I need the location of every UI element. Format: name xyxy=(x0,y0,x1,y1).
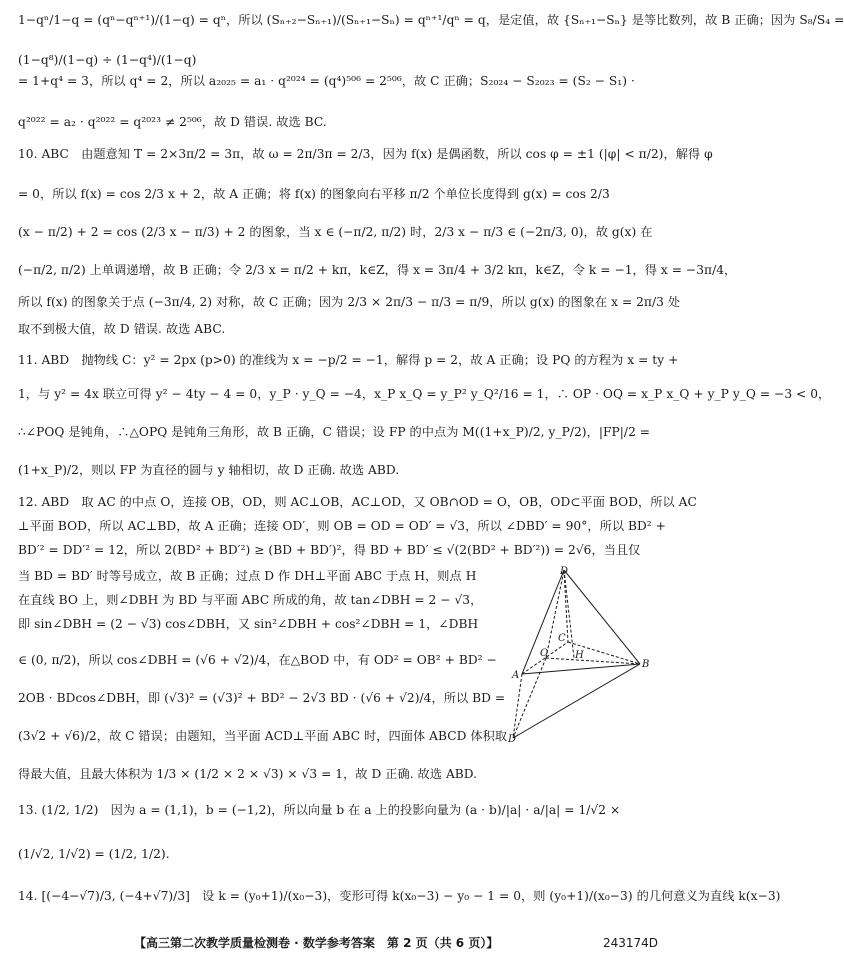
text-line: (−π/2, π/2) 上单调递增，故 B 正确；令 2/3 x = π/2 + kπ，k∈Z，得 x = 3π/4 + 3/2 kπ，k∈Z，令 k = −1，得 x = −3π/4， xyxy=(18,263,737,277)
edge-BD2 xyxy=(513,664,640,738)
text-line: (x − π/2) + 2 = cos (2/3 x − π/3) + 2 的图象，当 x ∈ (−π/2, π/2) 时，2/3 x − π/3 ∈ (−2π/3, 0)，故 g(x) 在 xyxy=(18,225,653,239)
text-line: ∈ (0, π/2)，所以 cos∠DBH = (√6 + √2)/4，在△BOD 中，有 OD² = OB² + BD² − xyxy=(18,653,497,667)
text-line: 14. [(−4−√7)/3, (−4+√7)/3] 设 k = (y₀+1)/(x₀−3)，变形可得 k(x₀−3) − y₀ − 1 = 0，则 (y₀+1)/(x₀−3) 的几何意义为直线 k(x−3) xyxy=(18,889,781,903)
text-line: (3√2 + √6)/2，故 C 错误；由题知，当平面 ACD⊥平面 ABC 时，四面体 ABCD 体积取 xyxy=(18,729,508,743)
text-line: 取不到极大值，故 D 错误. 故选 ABC. xyxy=(18,322,226,336)
text-line: 当 BD = BD′ 时等号成立，故 B 正确；过点 D 作 DH⊥平面 ABC 于点 H，则点 H xyxy=(18,569,477,583)
edge-DH xyxy=(564,570,574,658)
text-line: 1，与 y² = 4x 联立可得 y² − 4ty − 4 = 0，y_P · y_Q = −4，x_P x_Q = y_P² y_Q²/16 = 1，∴ OP · OQ = x_P x_Q + y_P y_Q = −3 < 0， xyxy=(18,387,831,401)
text-line: ⊥平面 BOD，所以 AC⊥BD，故 A 正确；连接 OD′，则 OB = OD = OD′ = √3，所以 ∠DBD′ = 90°，所以 BD² + xyxy=(18,519,666,533)
text-line: BD′² = DD′² = 12，所以 2(BD² + BD′²) ≥ (BD + BD′)²，得 BD + BD′ ≤ √(2(BD² + BD′²)) = 2√6，当且仅 xyxy=(18,543,641,557)
footer-code: 243174D xyxy=(602,936,658,950)
label-D-prime: D′ xyxy=(508,734,519,745)
label-H: H xyxy=(575,650,584,661)
text-line: 11. ABD 抛物线 C：y² = 2px (p>0) 的准线为 x = −p/2 = −1，解得 p = 2，故 A 正确；设 PQ 的方程为 x = ty + xyxy=(18,353,679,367)
text-line: (1−q⁸)/(1−q) ÷ (1−q⁴)/(1−q) xyxy=(18,53,197,67)
text-line: 即 sin∠DBH = (2 − √3) cos∠DBH，又 sin²∠DBH + cos²∠DBH = 1，∠DBH xyxy=(18,617,479,631)
text-line: 12. ABD 取 AC 的中点 O，连接 OB，OD，则 AC⊥OB，AC⊥OD，又 OB∩OD = O，OB，OD⊂平面 BOD，所以 AC xyxy=(18,495,697,509)
text-line: q²⁰²² = a₂ · q²⁰²² = q²⁰²³ ≠ 2⁵⁰⁶，故 D 错误. 故选 BC. xyxy=(18,115,327,129)
text-line: 所以 f(x) 的图象关于点 (−3π/4, 2) 对称，故 C 正确；因为 2/3 × 2π/3 − π/3 = π/9，所以 g(x) 的图象在 x = 2π/3 处 xyxy=(18,295,681,309)
text-line: = 0，所以 f(x) = cos 2/3 x + 2，故 A 正确；将 f(x) 的图象向右平移 π/2 个单位长度得到 g(x) = cos 2/3 xyxy=(18,187,610,201)
edge-DC xyxy=(564,570,568,642)
label-O: O xyxy=(540,648,549,659)
text-line: ∴∠POQ 是钝角，∴△OPQ 是钝角三角形，故 B 正确，C 错误；设 FP 的中点为 M((1+x_P)/2, y_P/2)，|FP|/2 = xyxy=(18,425,651,439)
label-B: B xyxy=(642,659,650,670)
text-line: (1+x_P)/2，则以 FP 为直径的圆与 y 轴相切，故 D 正确. 故选 ABD. xyxy=(18,463,400,477)
label-A: A xyxy=(512,670,520,681)
text-line: 得最大值，且最大体积为 1/3 × (1/2 × 2 × √3) × √3 = 1，故 D 正确. 故选 ABD. xyxy=(18,767,478,781)
footer-title: 【高三第二次教学质量检测卷 · 数学参考答案 第 2 页（共 6 页）】 xyxy=(134,936,499,950)
text-line: 2OB · BDcos∠DBH，即 (√3)² = (√3)² + BD² − 2√3 BD · (√6 + √2)/4，所以 BD = xyxy=(18,691,506,705)
edge-OB xyxy=(546,658,640,664)
text-line: = 1+q⁴ = 3，所以 q⁴ = 2，所以 a₂₀₂₅ = a₁ · q²⁰²⁴ = (q⁴)⁵⁰⁶ = 2⁵⁰⁶，故 C 正确；S₂₀₂₄ − S₂₀₂₃ = (S₂ − S₁) · xyxy=(18,74,635,88)
tetrahedron-figure xyxy=(508,566,658,746)
text-line: 10. ABC 由题意知 T = 2×3π/2 = 3π，故 ω = 2π/3π = 2/3，因为 f(x) 是偶函数，所以 cos φ = ±1 (|φ| < π/2)，解得 φ xyxy=(18,147,713,161)
text-line: 1−qⁿ/1−q = (qⁿ−qⁿ⁺¹)/(1−q) = qⁿ，所以 (Sₙ₊₂−Sₙ₊₁)/(Sₙ₊₁−Sₙ) = qⁿ⁺¹/qⁿ = q，是定值，故 {Sₙ₊₁−Sₙ} 是等比数列，故 B 正确；因为 S₈/S₄ = xyxy=(18,13,844,27)
text-line: 13. (1/2, 1/2) 因为 a = (1,1)，b = (−1,2)，所以向量 b 在 a 上的投影向量为 (a · b)/|a| · a/|a| = 1/√2 × xyxy=(18,803,621,817)
edge-OD xyxy=(546,570,564,658)
text-line: (1/√2, 1/√2) = (1/2, 1/2). xyxy=(18,847,170,861)
text-line: 在直线 BO 上，则∠DBH 为 BD 与平面 ABC 所成的角，故 tan∠DBH = 2 − √3， xyxy=(18,593,483,607)
label-C: C xyxy=(558,633,566,644)
label-D: D xyxy=(560,566,569,577)
